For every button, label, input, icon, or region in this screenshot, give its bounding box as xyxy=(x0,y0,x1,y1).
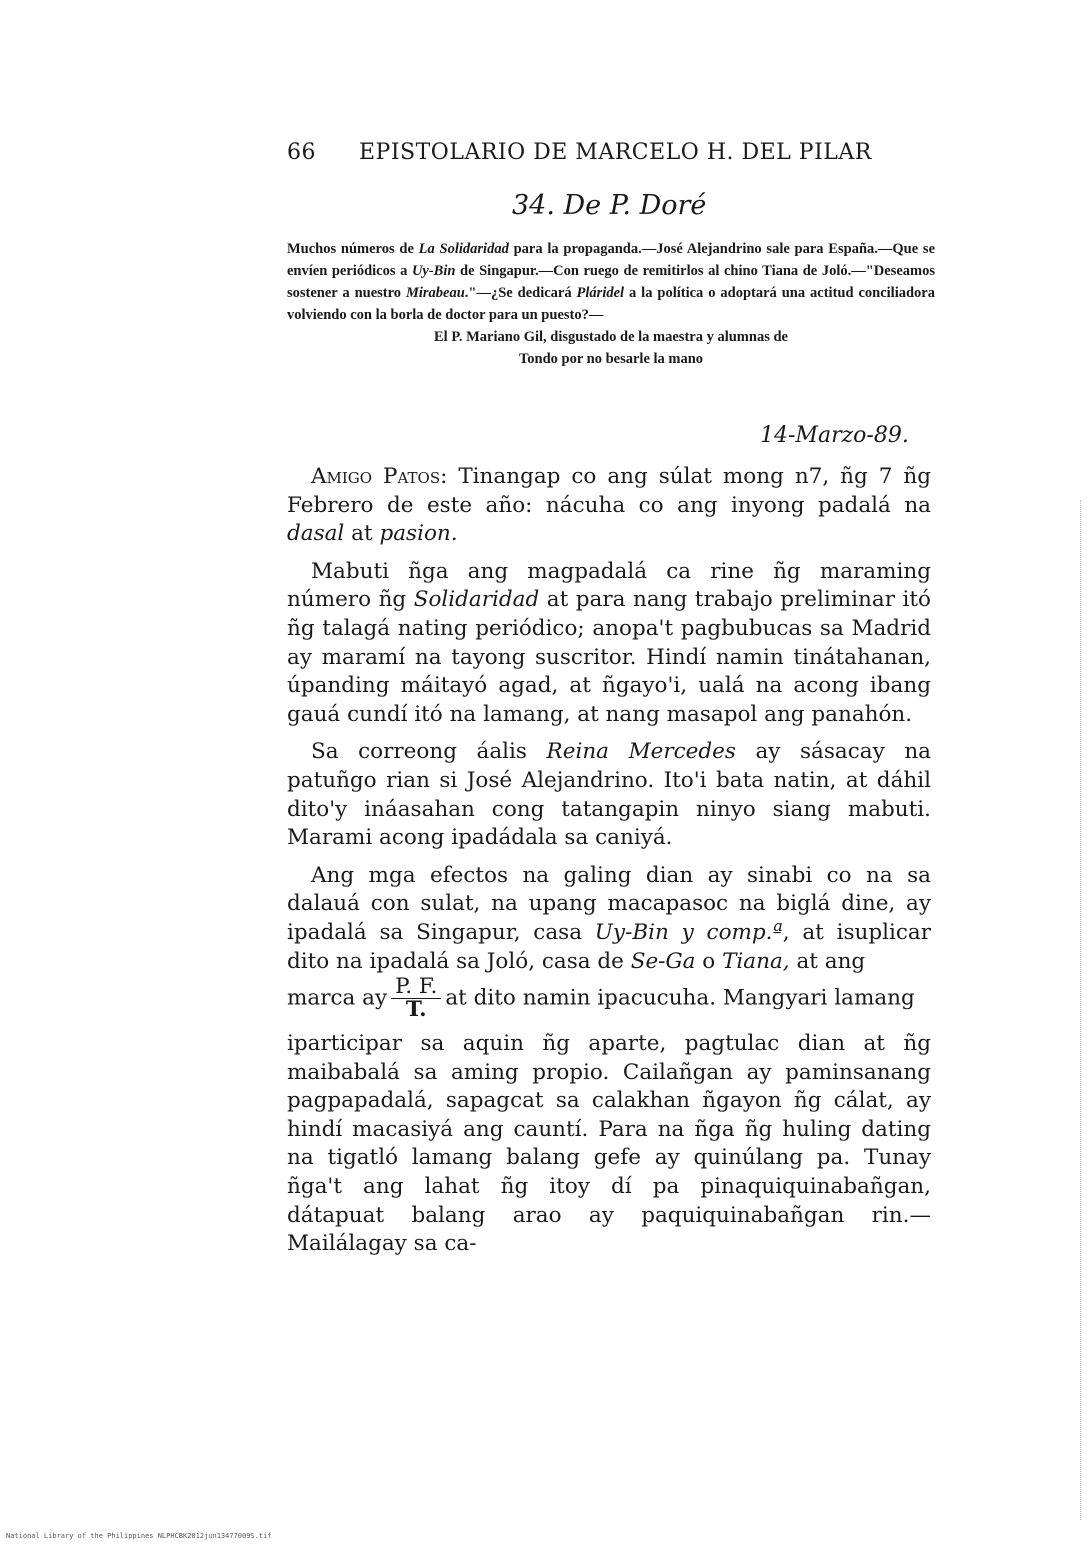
page-number: 66 xyxy=(287,140,316,165)
trade-mark-fraction xyxy=(391,976,441,1021)
scan-footer: National Library of the Philippines NLPHCBK2012jun13477009S.tif xyxy=(6,1532,272,1540)
summary-paragraph: Muchos números de La Solidaridad para la propaganda.—José Alejandrino sale para España.—Que se envíen periódicos a Uy-Bin de Singapur.—Con ruego de remitirlos al chino Tiana de Joló.—"Deseamos sostener a nuestro Mirabeau."—¿Se dedicará Pláridel a la política o adoptará una actitud conciliadora volviendo con la borla de doctor para un puesto?— xyxy=(287,241,935,323)
body-paragraph: Sa correong áalis Reina Mercedes ay sásacay na patuñgo rian si José Alejandrino. Ito'i bata natin, at dáhil dito'y ináasahan cong tatangapin ninyo siang mabuti. Marami acong ipadádala sa caniyá. xyxy=(287,739,931,851)
marca-line: marca ay $\frac{P. F.}{T.}$ at dito namin ipacucuha. Mangyari lamang xyxy=(287,974,915,1023)
body-paragraph: Mabuti ñga ang magpadalá ca rine ñg maraming número ñg Solidaridad at para nang trabajo preliminar itó ñg talagá nating periódico; anopa't pagbubucas sa Madrid ay maramí na tayong suscritor. Hindí namin tinátahanan, úpanding máitayó agad, at ñgayo'i, ualá na acong ibang gauá cundí itó na lamang, at nang masapol ang panahón. xyxy=(287,558,931,727)
letter-title: 34. De P. Doré xyxy=(512,190,707,221)
mark-numerator: P. F. xyxy=(391,976,441,999)
body-paragraph: iparticipar sa aquin ñg aparte, pagtulac dian at ñg maibabalá sa aming propio. Cailañgan ay paminsanang pagpapadalá, sapagcat sa calakhan ñgayon ñg cálat, ay hindí macasiyá ang cauntí. Para na ñga ñg huling dating na tigatló lamang balang gefe ay quinúlang pa. Tunay ñga't ang lahat ñg itoy dí pa pinaquiquinabañgan, dátapuat balang arao ay paquiquinabañgan rin.—Mailálagay sa ca- xyxy=(287,1031,931,1257)
running-header xyxy=(287,140,887,165)
body-paragraph: Amigo Patos: Tinangap co ang súlat mong n7, ñg 7 ñg Febrero de este año: nácuha co ang inyong padalá na dasal at pasion. xyxy=(287,464,931,547)
letter-summary xyxy=(287,238,935,370)
summary-line-center: Tondo por no besarle la mano xyxy=(518,351,704,367)
summary-line-center: El P. Mariano Gil, disgustado de la maestra y alumnas de xyxy=(434,329,788,345)
scan-edge-mark xyxy=(1080,500,1083,1520)
running-title: EPISTOLARIO DE MARCELO H. DEL PILAR xyxy=(359,140,872,165)
letter-body xyxy=(287,463,931,1259)
letter-date: 14-Marzo-89. xyxy=(760,423,909,448)
salutation: Amigo Patos: xyxy=(311,464,448,489)
body-paragraph: Ang mga efectos na galing dian ay sinabi co na sa dalauá con sulat, na upang macapasoc na biglá dine, ay ipadalá sa Singapur, casa Uy-Bin y comp.ª, at isuplicar dito na ipadalá sa Joló, casa de Se-Ga o Tiana, at ang xyxy=(287,862,931,974)
mark-denominator: T. xyxy=(405,997,427,1023)
